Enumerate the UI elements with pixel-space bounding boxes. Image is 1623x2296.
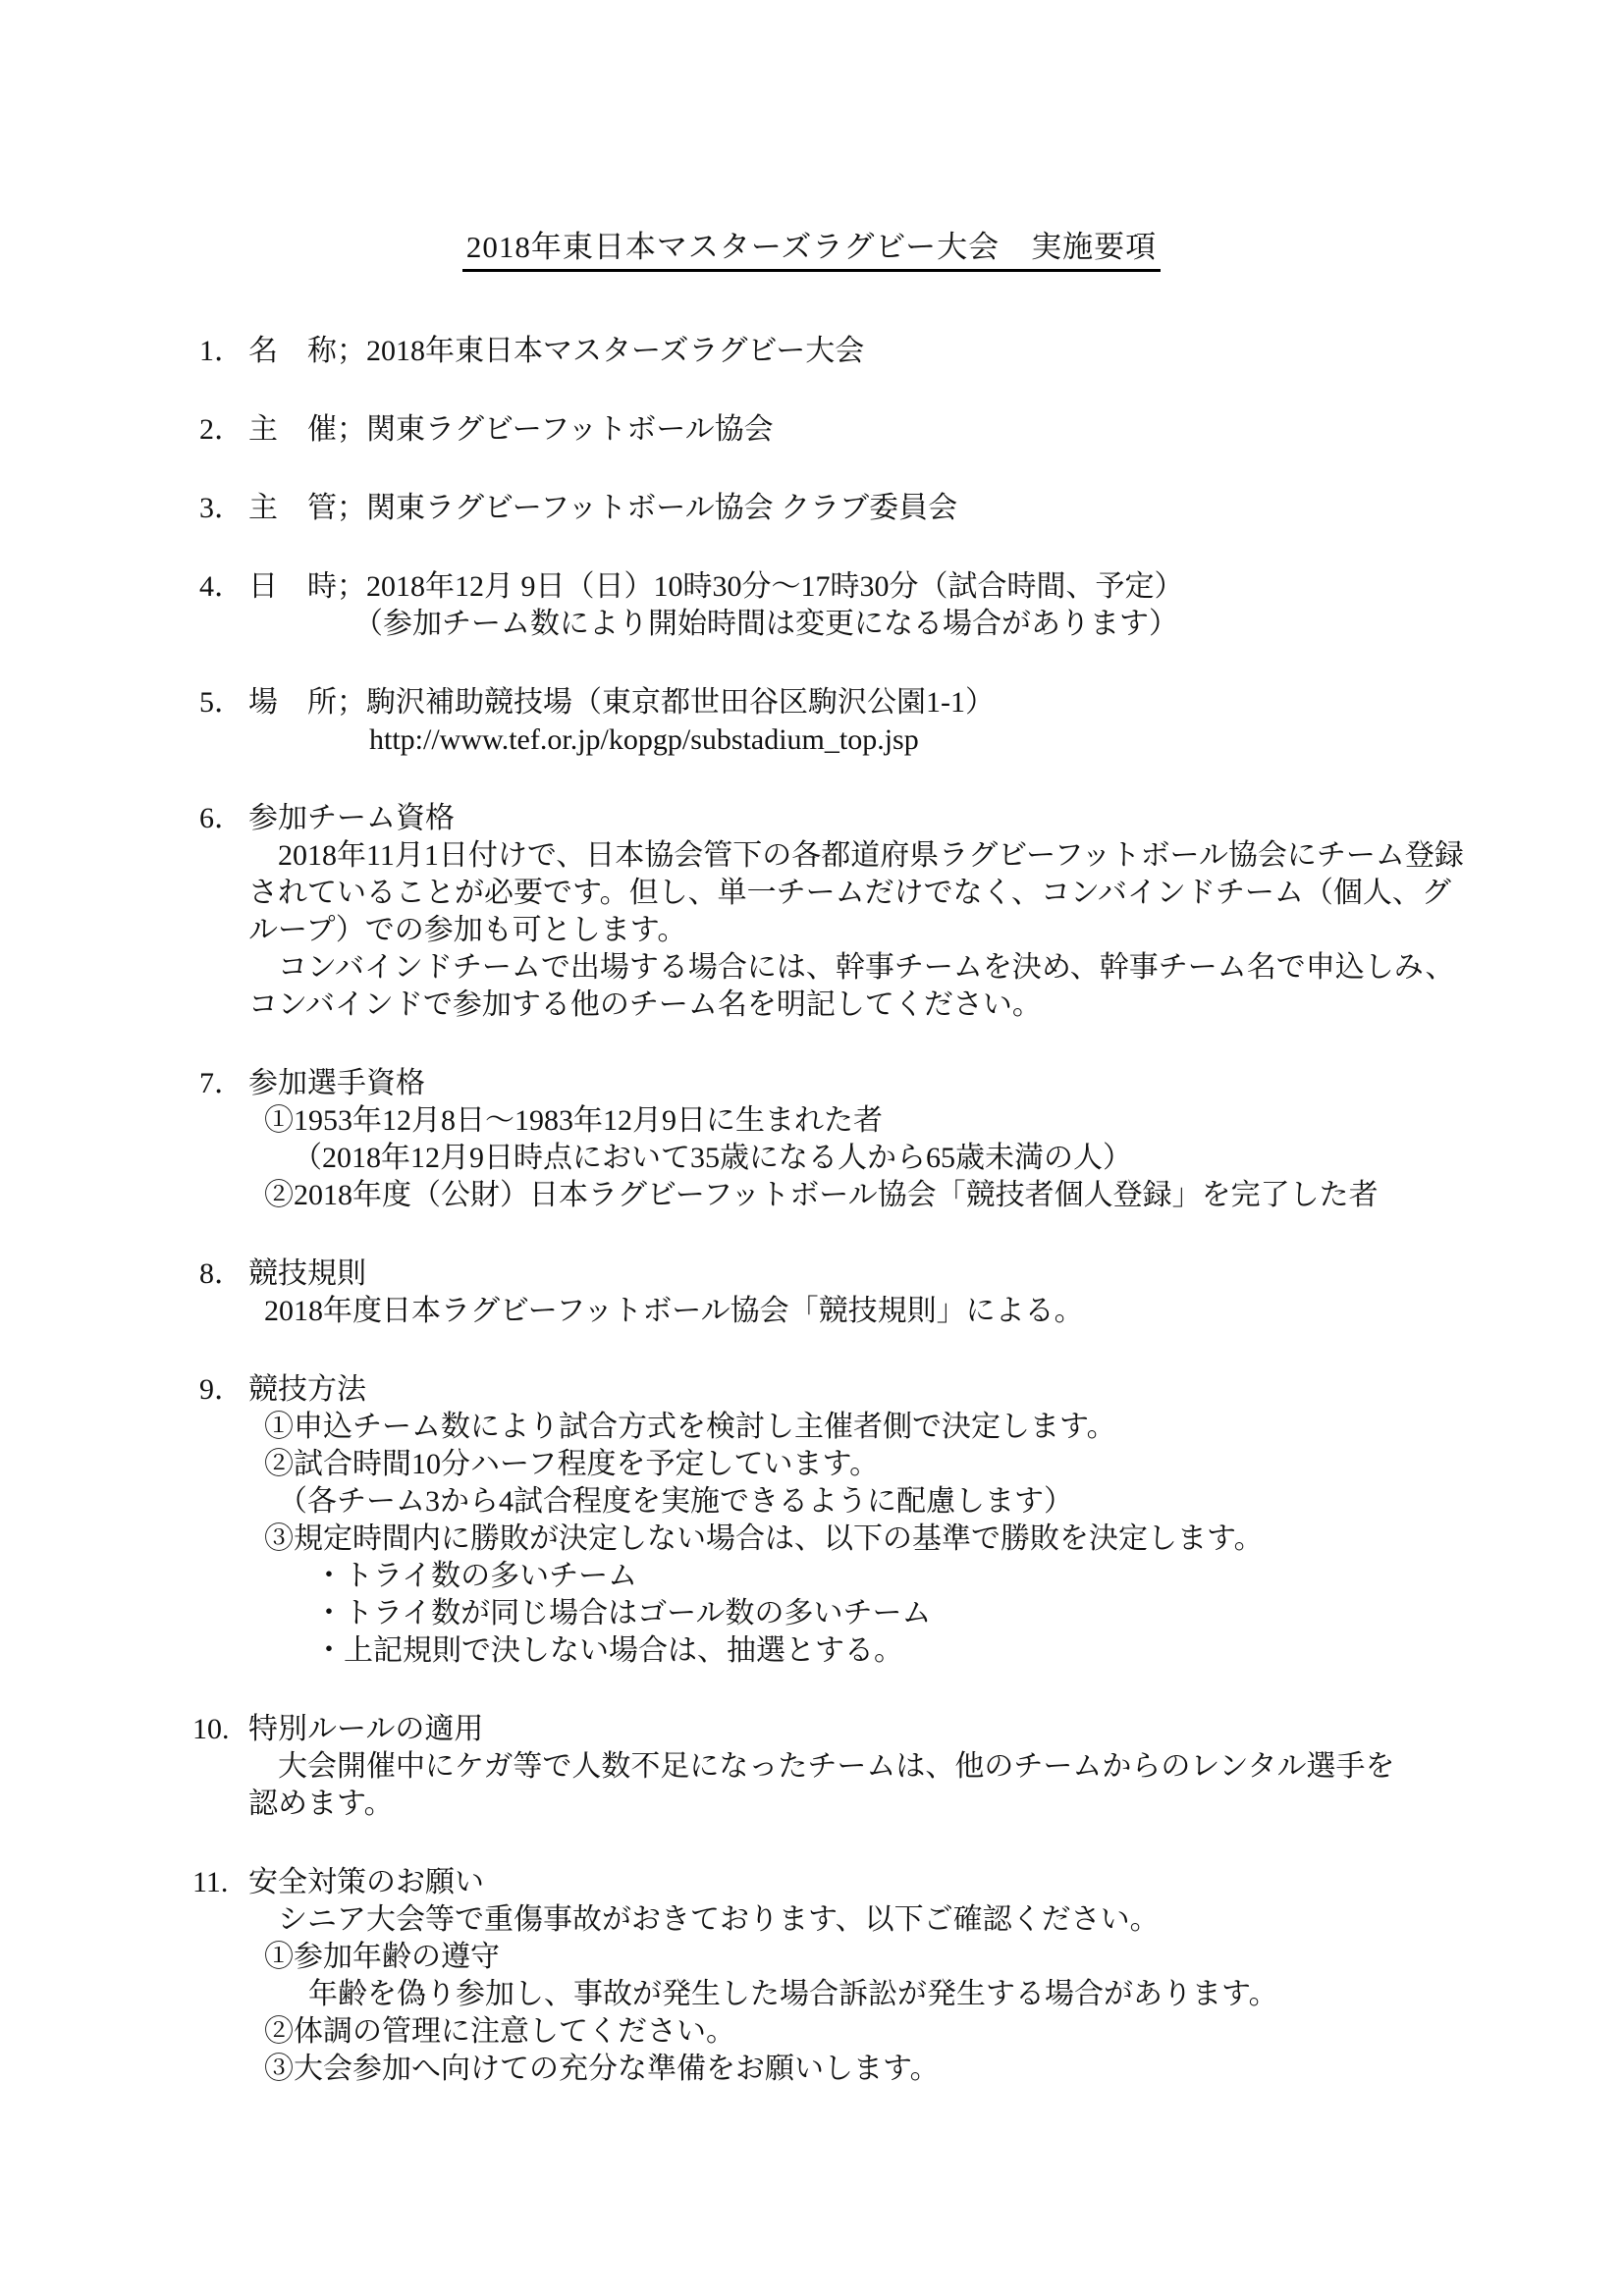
section-body-line: ②体調の管理に注意してください。 — [264, 2015, 735, 2048]
section-heading-row — [0, 1371, 1623, 1409]
section-heading-row — [0, 1255, 1623, 1293]
section-body-line: 認めます。 — [248, 1788, 394, 1820]
section-rules — [0, 1255, 1623, 1330]
section-body-line: ①1953年12月8日～1983年12月9日に生まれた者 — [264, 1104, 883, 1137]
section-number: 10. — [192, 1713, 230, 1745]
bullet-line: ・トライ数の多いチーム — [314, 1560, 638, 1592]
bullet-line: ・上記規則で決しない場合は、抽選とする。 — [314, 1634, 903, 1667]
section-heading-row — [0, 333, 1623, 370]
section-number: 9． — [199, 1373, 243, 1406]
section-heading-row — [0, 1711, 1623, 1748]
section-body-line: シニア大会等で重傷事故がおきております、以下ご確認ください。 — [278, 1903, 1160, 1936]
section-body-line: コンバインドで参加する他のチーム名を明記してください。 — [248, 988, 1042, 1021]
section-datetime — [0, 568, 1623, 643]
section-body-line: 2018年度日本ラグビーフットボール協会「競技規則」による。 — [264, 1295, 1084, 1327]
section-administrator — [0, 490, 1623, 527]
section-body-line: ②試合時間10分ハーフ程度を予定しています。 — [264, 1448, 880, 1480]
section-organizer — [0, 411, 1623, 449]
section-heading: 主 催；関東ラグビーフットボール協会 — [248, 413, 774, 446]
section-venue — [0, 684, 1623, 759]
section-heading: 競技方法 — [248, 1373, 366, 1406]
section-special-rules — [0, 1711, 1623, 1823]
section-competition-method — [0, 1371, 1623, 1670]
section-heading-row — [0, 411, 1623, 449]
section-body-line: （2018年12月9日時点において35歳になる人から65歳未満の人） — [293, 1142, 1132, 1174]
section-body-line: 2018年11月1日付けで、日本協会管下の各都道府県ラグビーフットボール協会にチーム登録 — [278, 839, 1464, 872]
section-number: 11. — [192, 1866, 229, 1898]
section-heading-row — [0, 490, 1623, 527]
section-heading: 参加チーム資格 — [248, 802, 455, 834]
document-title: 2018年東日本マスターズラグビー大会 実施要項 — [462, 228, 1161, 272]
section-number: 1． — [199, 335, 243, 367]
section-heading: 主 管；関東ラグビーフットボール協会 クラブ委員会 — [248, 492, 958, 524]
section-heading-row — [0, 800, 1623, 837]
section-heading-row — [0, 1065, 1623, 1102]
section-number: 7． — [199, 1067, 243, 1099]
section-number: 8． — [199, 1257, 243, 1290]
section-body-line: ③大会参加へ向けての充分な準備をお願いします。 — [264, 2053, 940, 2085]
section-body-line: コンバインドチームで出場する場合には、幹事チームを決め、幹事チーム名で申込しみ、 — [278, 951, 1455, 984]
section-number: 2． — [199, 413, 243, 446]
section-body-line: （各チーム3から4試合程度を実施できるように配慮します） — [278, 1485, 1073, 1518]
section-safety-measures — [0, 1864, 1623, 2088]
section-heading: 安全対策のお願い — [248, 1866, 484, 1898]
section-body-line: （参加チーム数により開始時間は変更になる場合があります） — [353, 608, 1178, 640]
title-row — [0, 228, 1623, 272]
section-heading-row — [0, 1864, 1623, 1901]
section-body-line: ループ）での参加も可とします。 — [248, 914, 687, 946]
section-name — [0, 333, 1623, 370]
section-body-line: 大会開催中にケガ等で人数不足になったチームは、他のチームからのレンタル選手を — [278, 1750, 1395, 1783]
section-team-eligibility — [0, 800, 1623, 1024]
section-number: 6． — [199, 802, 243, 834]
section-heading: 場 所；駒沢補助競技場（東京都世田谷区駒沢公園1-1） — [248, 686, 995, 719]
section-heading: 日 時；2018年12月 9日（日）10時30分～17時30分（試合時間、予定） — [248, 570, 1184, 603]
section-heading-row — [0, 684, 1623, 721]
section-body-line: 年齢を偽り参加し、事故が発生した場合訴訟が発生する場合があります。 — [308, 1978, 1278, 2010]
section-body-line: ②2018年度（公財）日本ラグビーフットボール協会「競技者個人登録」を完了した者 — [264, 1179, 1379, 1211]
section-body-line: ①申込チーム数により試合方式を検討し主催者側で決定します。 — [264, 1411, 1116, 1443]
venue-url-text: http://www.tef.or.jp/kopgp/substadium_top.jsp — [369, 723, 919, 756]
section-heading: 参加選手資格 — [248, 1067, 425, 1099]
section-heading: 競技規則 — [248, 1257, 366, 1290]
section-number: 5． — [199, 686, 243, 719]
bullet-line: ・トライ数が同じ場合はゴール数の多いチーム — [314, 1597, 932, 1629]
section-body-line: ③規定時間内に勝敗が決定しない場合は、以下の基準で勝敗を決定します。 — [264, 1522, 1264, 1555]
section-player-eligibility — [0, 1065, 1623, 1214]
section-number: 4． — [199, 570, 243, 603]
section-heading-row — [0, 568, 1623, 606]
section-body-line: ①参加年齢の遵守 — [264, 1941, 500, 1973]
section-heading: 名 称；2018年東日本マスターズラグビー大会 — [248, 335, 865, 367]
section-number: 3． — [199, 492, 243, 524]
section-body-line: されていることが必要です。但し、単一チームだけでなく、コンバインドチーム（個人、グ — [248, 877, 1451, 909]
section-heading: 特別ルールの適用 — [248, 1713, 484, 1745]
